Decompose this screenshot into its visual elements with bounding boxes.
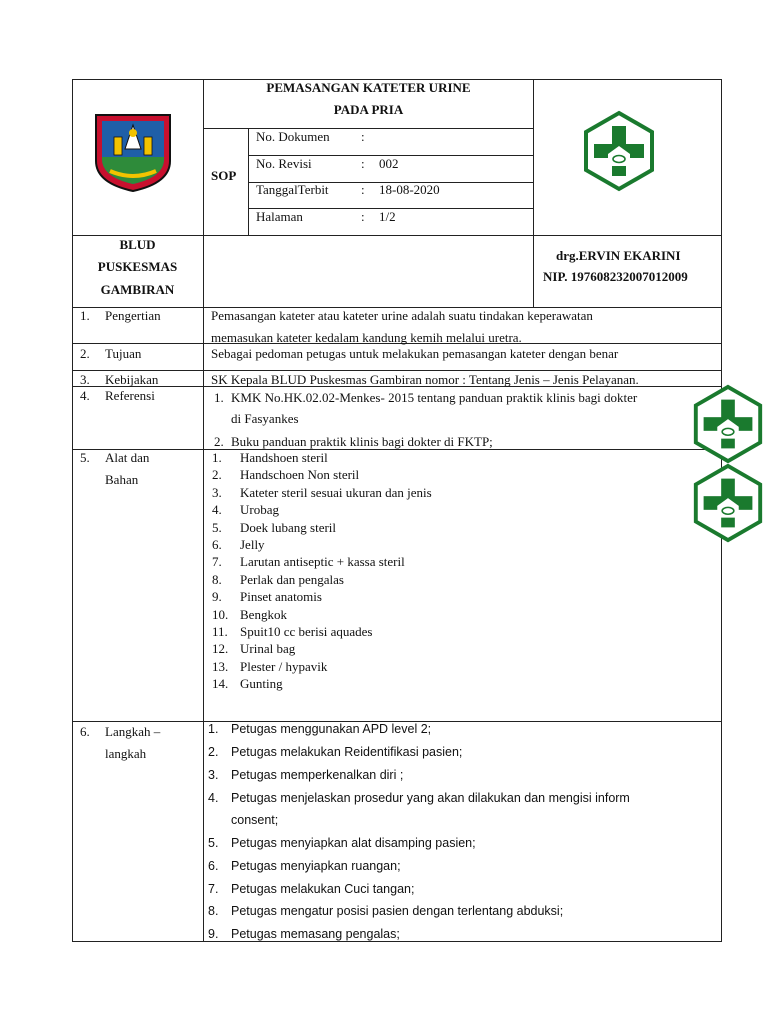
- alat-item-number: 4.: [212, 502, 222, 518]
- alat-item-number: 13.: [212, 658, 229, 674]
- section-number: 4.: [80, 388, 90, 403]
- pengertian-text-line2: memasukan kateter kedalam kandung kemih melalui uretra.: [211, 330, 522, 345]
- section-label-alat-line1: Alat dan: [105, 450, 150, 465]
- langkah-item-text-cont: consent;: [231, 813, 279, 827]
- field-value-halaman: 1/2: [379, 209, 396, 224]
- alat-item-text: Kateter steril sesuai ukuran dan jenis: [240, 484, 432, 500]
- section-number: 5.: [80, 450, 90, 465]
- alat-item-number: 7.: [212, 554, 222, 570]
- section-number: 6.: [80, 724, 90, 739]
- langkah-item-text: Petugas melakukan Cuci tangan;: [231, 882, 415, 896]
- langkah-item-text: Petugas menggunakan APD level 2;: [231, 722, 432, 736]
- section-label-langkah-line2: langkah: [105, 746, 147, 761]
- langkah-item-text: Petugas melakukan Reidentifikasi pasien;: [231, 745, 463, 759]
- puskesmas-logo: [688, 463, 768, 543]
- alat-item-text: Urobag: [240, 502, 279, 518]
- field-sep-no-dokumen: :: [361, 129, 365, 144]
- field-sep-halaman: :: [361, 209, 365, 224]
- section-number: 1.: [80, 308, 90, 323]
- signer-nip: NIP. 197608232007012009: [543, 269, 688, 284]
- langkah-item-number: 2.: [208, 745, 219, 759]
- puskesmas-logo: [578, 110, 660, 192]
- referensi-item-text: KMK No.HK.02.02-Menkes- 2015 tentang panduan praktik klinis bagi dokter: [231, 390, 638, 405]
- alat-item-text: Jelly: [240, 537, 265, 552]
- langkah-item-text: Petugas menyiapkan alat disamping pasien;: [231, 836, 476, 850]
- alat-item-number: 14.: [212, 676, 229, 692]
- field-value-tanggal-terbit: 18-08-2020: [379, 182, 440, 197]
- langkah-item-number: 7.: [208, 882, 219, 896]
- referensi-item-text: Buku panduan praktik klinis bagi dokter di FKTP;: [231, 434, 493, 449]
- sop-label: SOP: [211, 168, 237, 183]
- langkah-item-number: 1.: [208, 722, 219, 736]
- alat-item-text: Perlak dan pengalas: [240, 571, 344, 587]
- alat-item-number: 12.: [212, 641, 229, 657]
- langkah-item-text: Petugas memperkenalkan diri ;: [231, 768, 404, 782]
- field-sep-tanggal-terbit: :: [361, 182, 365, 197]
- alat-item-number: 6.: [212, 537, 222, 552]
- regency-crest-logo: [92, 111, 174, 193]
- section-label-langkah-line1: Langkah –: [105, 724, 161, 739]
- field-label-tanggal-terbit: TanggalTerbit: [256, 182, 329, 197]
- puskesmas-logo: [688, 384, 768, 464]
- langkah-item-number: 4.: [208, 791, 219, 805]
- langkah-item-number: 6.: [208, 859, 219, 873]
- field-value-no-revisi: 002: [379, 156, 399, 171]
- alat-item-number: 9.: [212, 589, 222, 605]
- section-label-tujuan: Tujuan: [105, 346, 142, 361]
- alat-item-text: Urinal bag: [240, 641, 296, 657]
- langkah-item-text: Petugas mengatur posisi pasien dengan terlentang abduksi;: [231, 904, 564, 918]
- signer-name: drg.ERVIN EKARINI: [556, 248, 681, 263]
- alat-item-number: 5.: [212, 519, 222, 535]
- section-label-alat-line2: Bahan: [105, 472, 139, 487]
- document-title-line1: PEMASANGAN KATETER URINE: [266, 80, 471, 95]
- section-number: 3.: [80, 372, 90, 387]
- kebijakan-text: SK Kepala BLUD Puskesmas Gambiran nomor : Tentang Jenis – Jenis Pelayanan.: [211, 372, 639, 387]
- section-number: 2.: [80, 346, 90, 361]
- org-name-line2: PUSKESMAS: [97, 259, 178, 274]
- alat-item-number: 10.: [212, 606, 229, 622]
- alat-item-text: Pinset anatomis: [240, 589, 322, 605]
- referensi-item-number: 2.: [214, 434, 224, 449]
- langkah-item-text: Petugas menjelaskan prosedur yang akan dilakukan dan mengisi inform: [231, 791, 630, 805]
- alat-item-text: Bengkok: [240, 606, 287, 622]
- langkah-item-number: 9.: [208, 927, 219, 941]
- field-label-halaman: Halaman: [256, 209, 303, 224]
- alat-item-number: 8.: [212, 571, 222, 587]
- langkah-item-number: 8.: [208, 904, 219, 918]
- alat-item-text: Larutan antiseptic + kassa steril: [240, 554, 405, 570]
- tujuan-text: Sebagai pedoman petugas untuk melakukan pemasangan kateter dengan benar: [211, 346, 619, 361]
- langkah-item-number: 5.: [208, 836, 219, 850]
- field-label-no-revisi: No. Revisi: [256, 156, 312, 171]
- alat-item-number: 11.: [212, 624, 228, 639]
- alat-item-number: 1.: [212, 450, 222, 465]
- section-label-kebijakan: Kebijakan: [105, 372, 159, 387]
- alat-item-number: 2.: [212, 467, 222, 483]
- langkah-item-text: Petugas memasang pengalas;: [231, 927, 400, 941]
- field-sep-no-revisi: :: [361, 156, 365, 171]
- alat-item-number: 3.: [212, 484, 222, 500]
- alat-item-text: Handshoen steril: [240, 450, 328, 465]
- alat-item-text: Gunting: [240, 676, 283, 692]
- section-label-referensi: Referensi: [105, 388, 155, 403]
- org-name-line1: BLUD: [119, 237, 156, 252]
- org-name-line3: GAMBIRAN: [100, 282, 175, 297]
- alat-item-text: Handschoen Non steril: [240, 467, 360, 483]
- document-title-line2: PADA PRIA: [333, 102, 404, 117]
- alat-item-text: Plester / hypavik: [240, 658, 328, 674]
- field-label-no-dokumen: No. Dokumen: [256, 129, 330, 144]
- alat-item-text: Doek lubang steril: [240, 519, 337, 535]
- pengertian-text-line1: Pemasangan kateter atau kateter urine adalah suatu tindakan keperawatan: [211, 308, 593, 323]
- section-label-pengertian: Pengertian: [105, 308, 161, 323]
- alat-item-text: Spuit10 cc berisi aquades: [240, 624, 373, 639]
- referensi-item-number: 1.: [214, 390, 224, 405]
- langkah-item-number: 3.: [208, 768, 219, 782]
- referensi-item-text-cont: di Fasyankes: [231, 411, 299, 426]
- langkah-item-text: Petugas menyiapkan ruangan;: [231, 859, 401, 873]
